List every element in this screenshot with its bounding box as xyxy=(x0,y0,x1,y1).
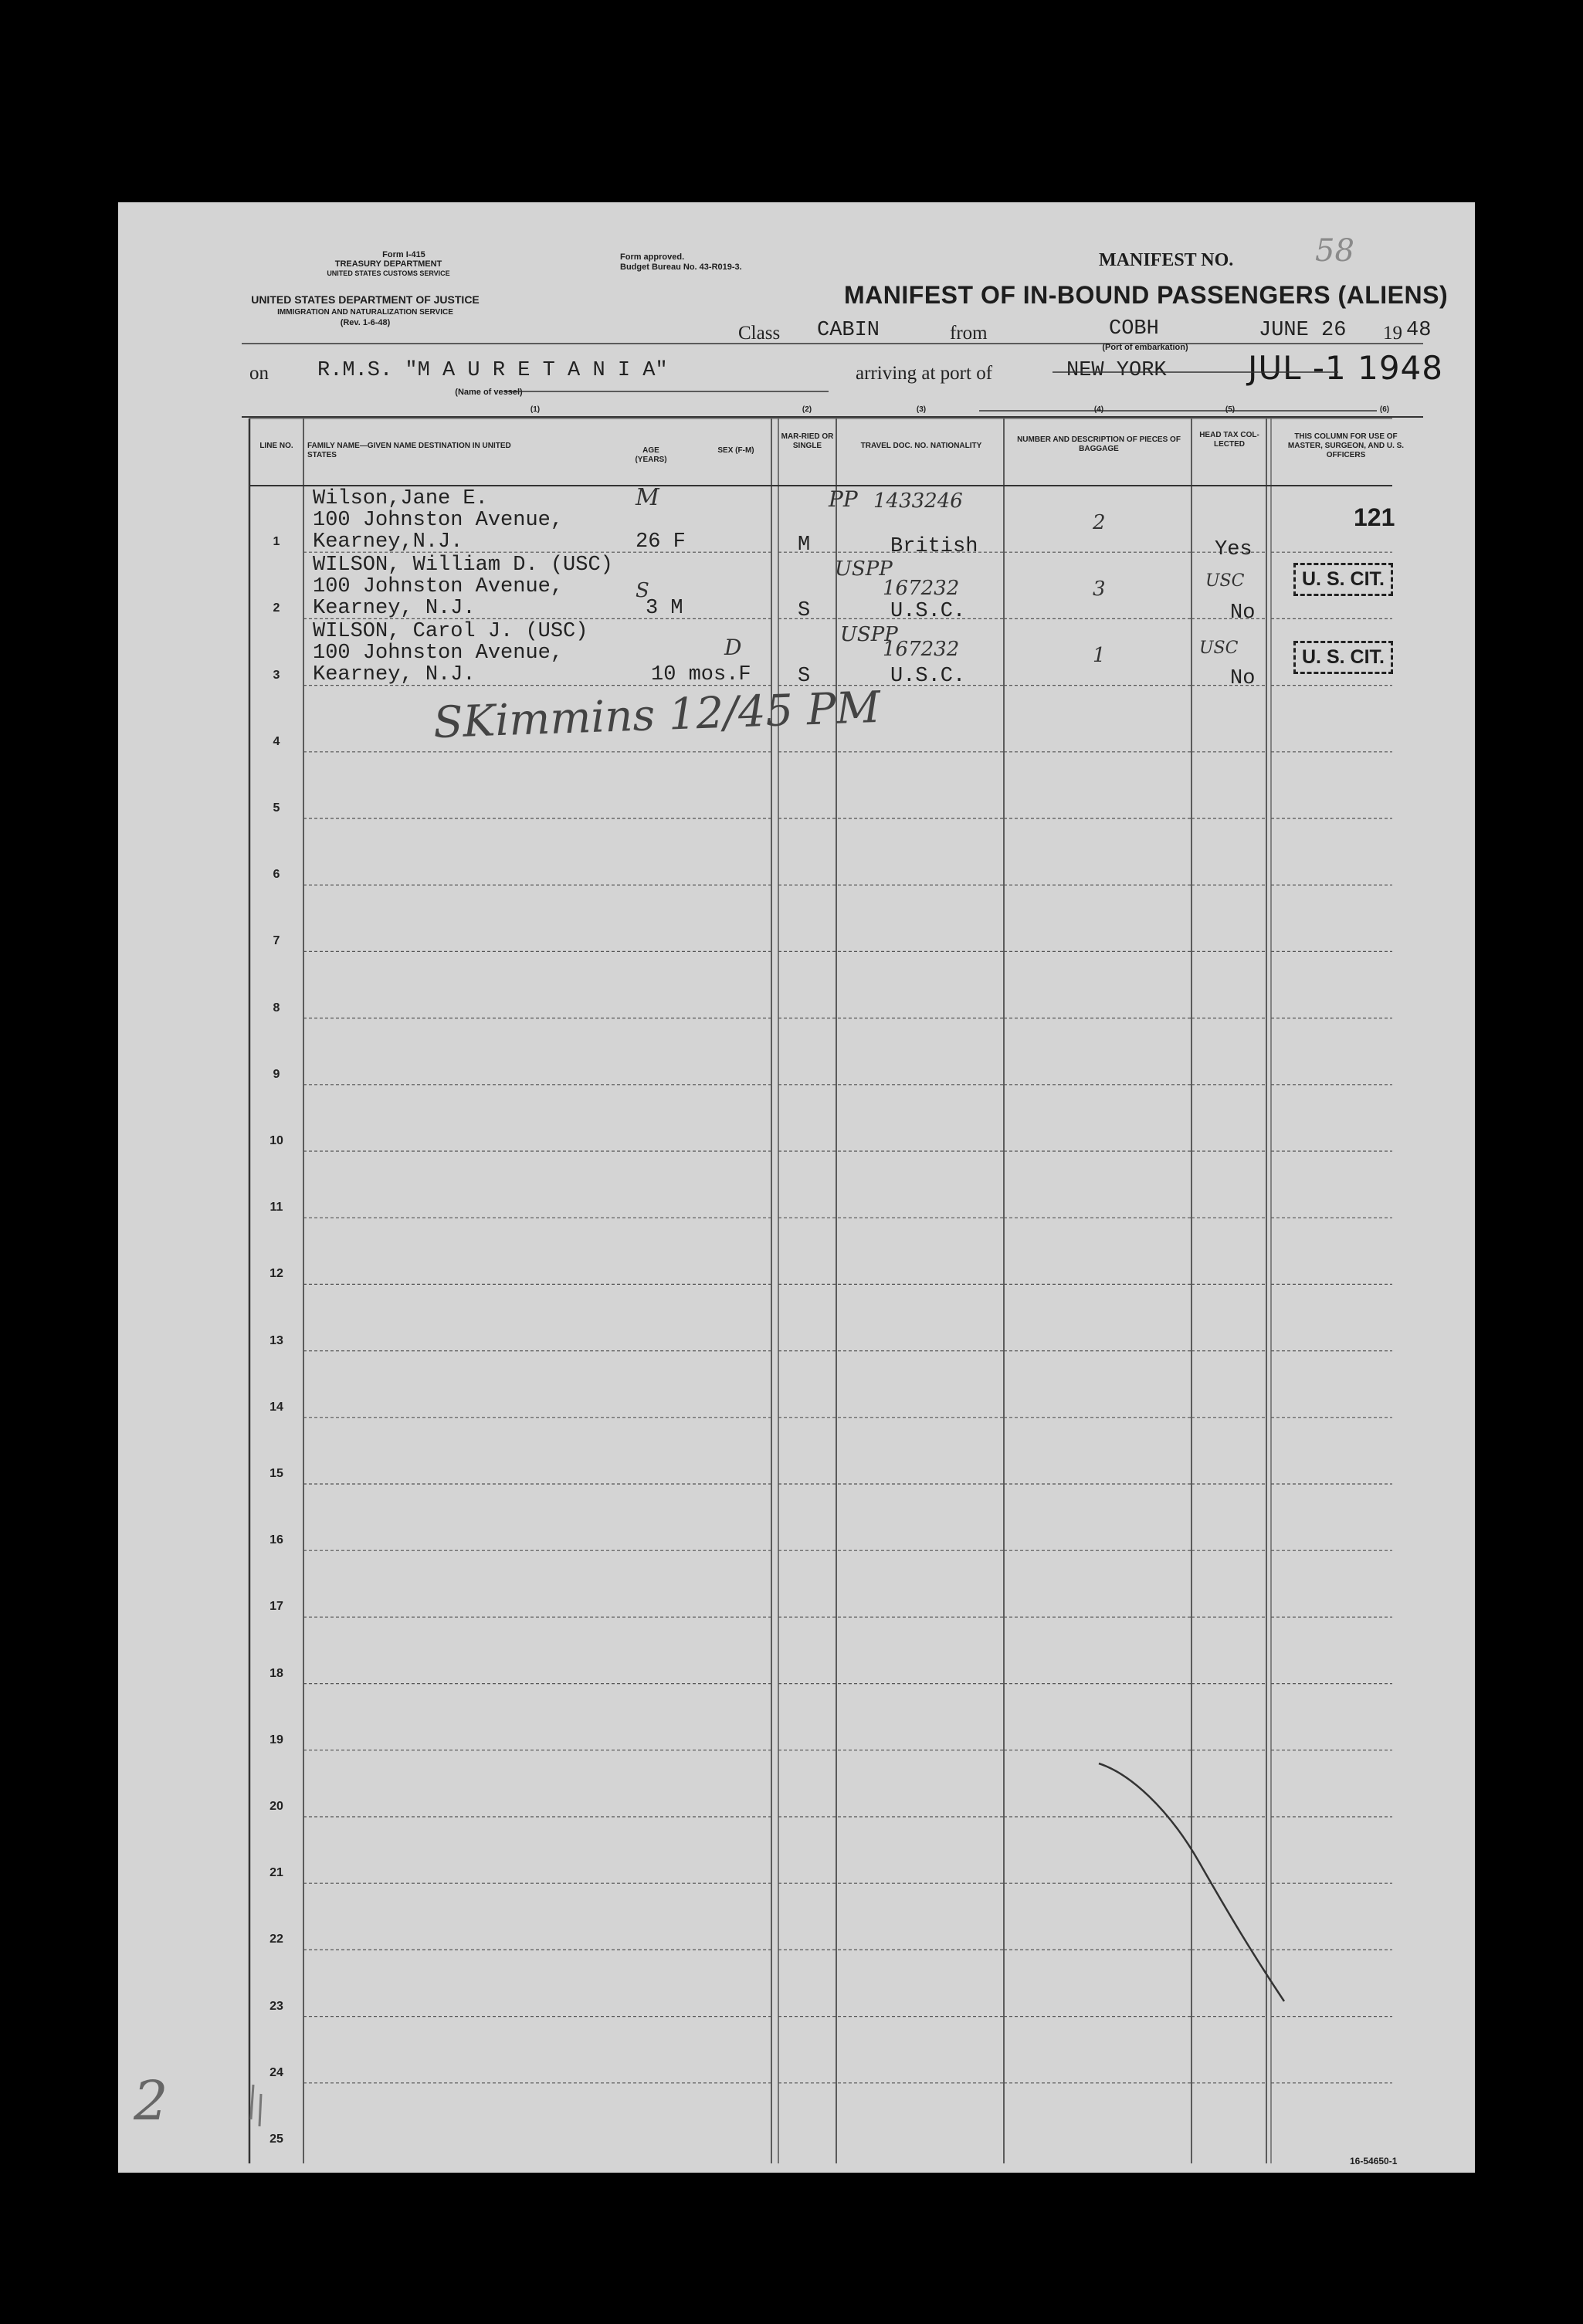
footer-code: 16-54650-1 xyxy=(1350,2156,1398,2166)
p2-us-citizen-stamp: U. S. CIT. xyxy=(1293,563,1393,596)
row-number: 9 xyxy=(273,1067,280,1081)
col-line: LINE NO. xyxy=(259,442,293,450)
p1-baggage: 2 xyxy=(1093,511,1106,534)
treasury-dept: TREASURY DEPARTMENT xyxy=(334,259,442,269)
port-caption: (Port of embarkation) xyxy=(1102,343,1188,352)
row-number: 2 xyxy=(273,601,280,615)
p2-name: WILSON, William D. (USC) xyxy=(313,554,613,577)
p3-nationality: U.S.C. xyxy=(890,665,966,688)
p1-nationality: British xyxy=(890,535,978,558)
vessel-value: R.M.S. "M A U R E T A N I A" xyxy=(317,359,668,382)
on-label: on xyxy=(249,363,269,384)
p1-marital-hand: M xyxy=(636,484,659,511)
form-approved: Form approved. xyxy=(620,252,685,262)
p3-us-citizen-stamp: U. S. CIT. xyxy=(1293,641,1393,674)
p2-baggage: 3 xyxy=(1093,578,1106,601)
p3-address: 100 Johnston Avenue, xyxy=(313,642,564,665)
date-value: JUNE 26 xyxy=(1259,319,1347,342)
ins-service: IMMIGRATION AND NATURALIZATION SERVICE xyxy=(277,308,453,317)
col-baggage: NUMBER AND DESCRIPTION OF PIECES OF BAGGAGE xyxy=(1017,435,1181,453)
arrival-date-stamp: JUL -1 1948 xyxy=(1248,349,1443,387)
row-number: 15 xyxy=(269,1467,283,1480)
col-officers: THIS COLUMN FOR USE OF MASTER, SURGEON, AND U. S. OFFICERS xyxy=(1287,432,1405,459)
justice-dept: UNITED STATES DEPARTMENT OF JUSTICE xyxy=(251,293,480,306)
p3-doc-hand: USPP xyxy=(840,623,898,646)
row-number: 8 xyxy=(273,1001,280,1015)
col-num-2: (2) xyxy=(802,405,812,414)
p2-nationality: U.S.C. xyxy=(890,600,966,623)
col-headtax: HEAD TAX COL-LECTED xyxy=(1199,431,1259,449)
p3-headtax-hand: USC xyxy=(1199,639,1239,658)
vessel-caption: (Name of vessel) xyxy=(455,388,523,397)
row-number: 10 xyxy=(269,1134,283,1147)
row-number: 14 xyxy=(269,1400,283,1414)
p1-name: Wilson,Jane E. xyxy=(313,487,488,510)
row-number: 7 xyxy=(273,934,280,948)
p2-married: S xyxy=(798,599,811,622)
p2-marital-hand: S xyxy=(636,579,649,602)
from-label: from xyxy=(950,323,988,344)
p2-age-sex: 3 M xyxy=(646,597,683,620)
p1-address: 100 Johnston Avenue, xyxy=(313,509,564,532)
p1-city: Kearney,N.J. xyxy=(313,530,463,554)
row-number: 4 xyxy=(273,734,280,748)
row-number: 18 xyxy=(269,1666,283,1680)
manifest-page xyxy=(118,202,1475,2173)
p1-doc: 1433246 xyxy=(873,490,963,513)
row-number: 22 xyxy=(269,1933,283,1946)
p2-address: 100 Johnston Avenue, xyxy=(313,575,564,598)
row-number: 1 xyxy=(273,535,280,549)
row-number: 17 xyxy=(269,1600,283,1614)
from-value: COBH xyxy=(1109,317,1159,340)
p1-doc-hand: PP xyxy=(829,486,858,512)
p3-doc: 167232 xyxy=(883,638,960,661)
p3-baggage: 1 xyxy=(1093,644,1106,667)
col-num-1: (1) xyxy=(530,405,541,414)
p2-city: Kearney, N.J. xyxy=(313,597,476,620)
row-number: 20 xyxy=(269,1800,283,1813)
p2-doc: 167232 xyxy=(883,577,960,600)
class-label: Class xyxy=(738,323,781,344)
row-number: 6 xyxy=(273,868,280,882)
budget-bureau: Budget Bureau No. 43-R019-3. xyxy=(620,263,742,272)
manifest-title: MANIFEST OF IN-BOUND PASSENGERS (ALIENS) xyxy=(844,281,1449,309)
year-value: 48 xyxy=(1406,319,1432,342)
year-prefix: 19 xyxy=(1383,323,1402,344)
row-number: 23 xyxy=(269,1999,283,2013)
class-value: CABIN xyxy=(817,319,880,342)
row-number: 24 xyxy=(269,2065,283,2079)
row-number: 16 xyxy=(269,1533,283,1547)
col-num-3: (3) xyxy=(916,405,927,414)
p1-age-sex: 26 F xyxy=(636,530,686,554)
col-sex: SEX (F-M) xyxy=(717,446,754,455)
col-num-6: (6) xyxy=(1379,405,1390,414)
row-number: 19 xyxy=(269,1733,283,1746)
p3-city: Kearney, N.J. xyxy=(313,663,476,686)
row-number: 11 xyxy=(269,1201,283,1215)
manifest-no-value: 58 xyxy=(1315,233,1354,269)
row-number: 13 xyxy=(269,1333,283,1347)
p2-headtax-hand: USC xyxy=(1205,571,1245,591)
form-number: Form I-415 xyxy=(382,250,425,259)
col-num-4: (4) xyxy=(1093,405,1104,414)
p3-headtax: No xyxy=(1230,667,1256,690)
col-age: AGE (YEARS) xyxy=(635,446,667,464)
row-number: 5 xyxy=(273,801,280,815)
p3-marital-hand: D xyxy=(724,635,742,660)
margin-note: 2 xyxy=(134,2069,168,2133)
p2-headtax: No xyxy=(1230,601,1256,625)
p1-officer-note: 121 xyxy=(1354,503,1395,531)
officer-signature-annotation: SKimmins 12/45 PM xyxy=(432,682,881,749)
revision: (Rev. 1-6-48) xyxy=(340,318,391,327)
row-number: 12 xyxy=(269,1267,283,1281)
manifest-no-label: MANIFEST NO. xyxy=(1099,250,1234,270)
col-travel: TRAVEL DOC. NO. NATIONALITY xyxy=(860,442,982,450)
col-num-5: (5) xyxy=(1225,405,1236,414)
p3-married: S xyxy=(798,665,811,688)
p1-headtax: Yes xyxy=(1215,538,1253,561)
col-married: MAR-RIED OR SINGLE xyxy=(781,432,834,450)
p2-doc-hand: USPP xyxy=(835,557,893,581)
arriving-label: arriving at port of xyxy=(856,363,993,384)
row-number: 25 xyxy=(269,2133,283,2146)
row-number: 21 xyxy=(269,1866,283,1880)
p3-name: WILSON, Carol J. (USC) xyxy=(313,620,588,643)
p3-age-sex: 10 mos.F xyxy=(651,663,751,686)
port-value: NEW YORK xyxy=(1066,359,1167,382)
col-name: FAMILY NAME—GIVEN NAME DESTINATION IN UNITED STATES xyxy=(307,442,511,459)
p1-married: M xyxy=(798,534,811,557)
row-number: 3 xyxy=(273,668,280,682)
customs-service: UNITED STATES CUSTOMS SERVICE xyxy=(327,269,450,277)
